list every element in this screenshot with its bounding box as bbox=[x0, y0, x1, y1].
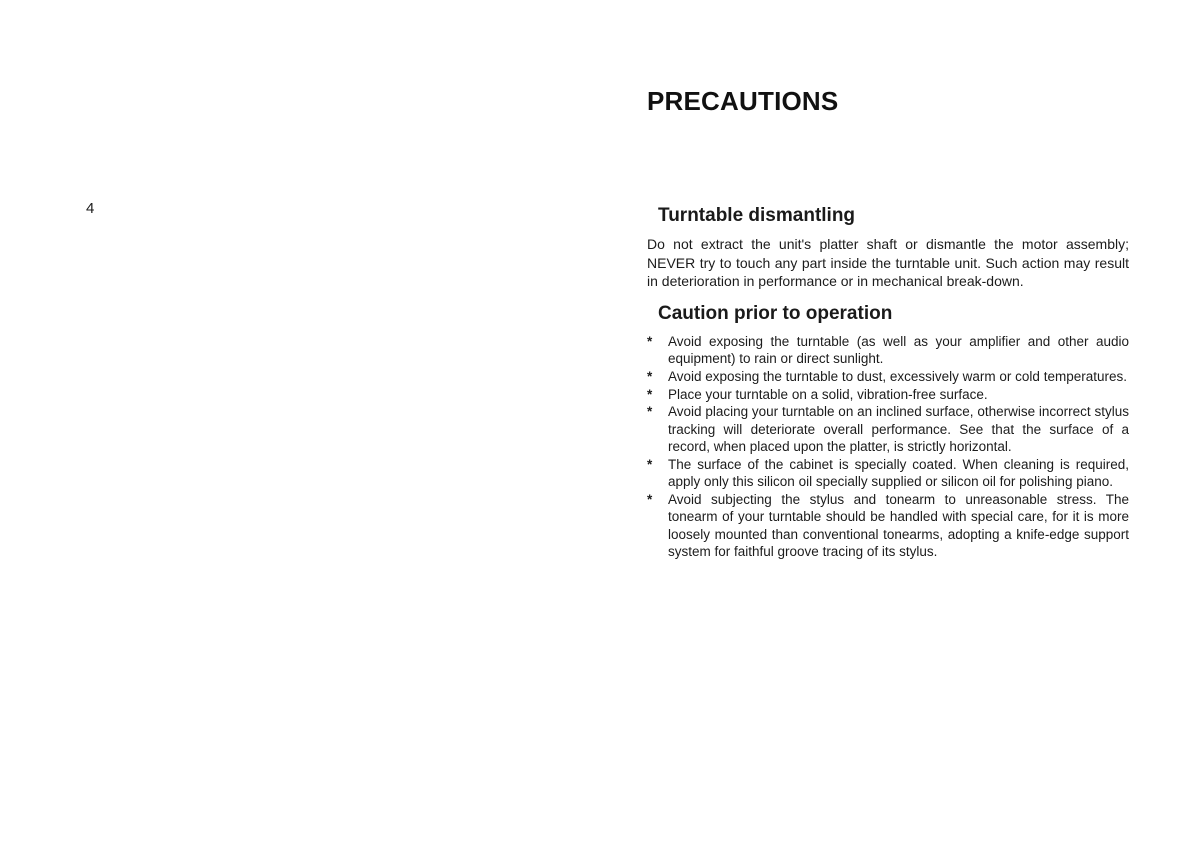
bullet-asterisk-icon: * bbox=[647, 491, 653, 507]
caution-item-text: Avoid exposing the turntable (as well as your amplifier and other audio equipment) to rain or direct sunlight. bbox=[668, 333, 1129, 367]
caution-item bbox=[647, 386, 1129, 403]
caution-item-text: Avoid subjecting the stylus and tonearm to unreasonable stress. The tonearm of your turntable should be handled with special care, for it is more loosely mounted than conventional tonearms, adopting a knife-edge support system for faithful groove tracing of its stylus. bbox=[668, 491, 1129, 559]
bullet-asterisk-icon: * bbox=[647, 368, 653, 384]
caution-item bbox=[647, 333, 1129, 368]
bullet-asterisk-icon: * bbox=[647, 404, 653, 420]
turntable-dismantling-text: Do not extract the unit's platter shaft or dismantle the motor assembly; NEVER try to touch any part inside the turntable unit. Such action may result in deterioration in performance or in mechanical break-down. bbox=[647, 236, 1129, 290]
caution-item bbox=[647, 368, 1129, 385]
caution-list bbox=[647, 333, 1129, 560]
bullet-asterisk-icon: * bbox=[647, 386, 653, 402]
bullet-asterisk-icon: * bbox=[647, 456, 653, 472]
page-title: PRECAUTIONS bbox=[647, 86, 839, 116]
bullet-asterisk-icon: * bbox=[647, 333, 653, 349]
caution-item-text: Place your turntable on a solid, vibration-free surface. bbox=[668, 386, 988, 402]
caution-prior-to-operation-heading: Caution prior to operation bbox=[658, 302, 893, 324]
precautions-page bbox=[647, 86, 1129, 561]
caution-item-text: Avoid exposing the turntable to dust, excessively warm or cold temperatures. bbox=[668, 368, 1127, 384]
caution-item-text: Avoid placing your turntable on an inclined surface, otherwise incorrect stylus tracking will deteriorate overall performance. See that the surface of a record, when placed upon the platter, is strictly horizontal. bbox=[668, 404, 1129, 455]
caution-item bbox=[647, 491, 1129, 560]
caution-item bbox=[647, 403, 1129, 455]
turntable-dismantling-heading: Turntable dismantling bbox=[658, 205, 856, 226]
page-number: 4 bbox=[86, 200, 95, 217]
caution-item bbox=[647, 456, 1129, 491]
caution-item-text: The surface of the cabinet is specially coated. When cleaning is required, apply only this silicon oil specially supplied or silicon oil for polishing piano. bbox=[668, 456, 1129, 490]
